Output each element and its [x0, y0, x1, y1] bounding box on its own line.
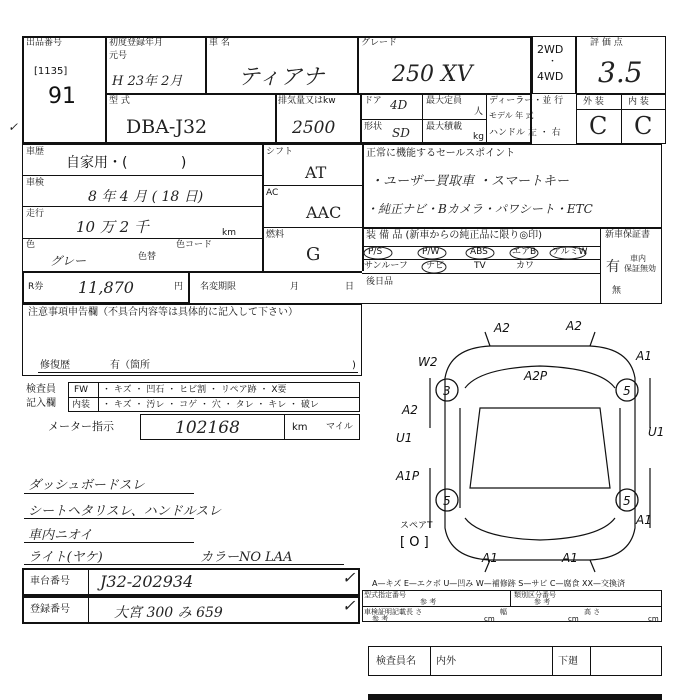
dealer-label: ディーラー・並 行: [489, 96, 564, 106]
inspector-grid-divider: [98, 382, 99, 412]
mark-rear-right: A1: [562, 551, 578, 565]
repair-underline: [38, 372, 358, 373]
draft-label: 下廻: [558, 656, 578, 667]
note-underline-2: [24, 518, 194, 519]
spare-label: スペアT: [400, 521, 433, 531]
width-label: 幅: [500, 608, 507, 616]
grade-value: 250 XV: [392, 62, 473, 87]
capacity-label: 最大定員: [426, 96, 463, 106]
note-underline-4: [24, 564, 344, 565]
ac-label: AC: [266, 188, 279, 198]
length-unit: cm: [484, 615, 495, 623]
mileage-unit: km: [222, 228, 236, 238]
displacement-value: 2500: [292, 118, 336, 138]
mark-left-mirror: W2: [418, 355, 438, 369]
margin-mark: ✓: [8, 120, 19, 134]
mark-right-panel: U1: [648, 425, 665, 439]
mark-roof: A2P: [524, 369, 548, 383]
note-line-1: ダッシュボードスレ: [28, 478, 145, 493]
exterior-value: C: [589, 112, 608, 140]
recycle-value: 11,870: [78, 278, 134, 297]
lot-code: [1135]: [34, 66, 68, 77]
interior-value: C: [634, 112, 653, 140]
color-code-label: 色コード: [176, 240, 213, 250]
model-year-label: モデル 年 式: [489, 111, 534, 120]
footer-divider-3: [590, 646, 591, 676]
lot-no: 91: [48, 84, 76, 109]
condition-divider: [621, 94, 622, 144]
notes-label: 注意事項申告欄（不具合内容等は具体的に記入して下さい）: [28, 307, 298, 318]
mark-left-door: A2: [402, 403, 418, 417]
width-unit: cm: [568, 615, 579, 623]
inspector-grid-line: [68, 397, 360, 398]
footer-bar: [368, 694, 662, 700]
damage-legend: A—キズ E—エクボ U—凹み W—補修跡 S—サビ C—腐食 XX—交換済: [372, 579, 626, 588]
equip-tv: TV: [474, 261, 486, 271]
inspector-row1-head: FW: [74, 385, 89, 395]
footer-divider-1: [430, 646, 431, 676]
inspection-label: 車検: [26, 178, 45, 188]
warranty-no: 無: [612, 286, 622, 296]
title-exp-label: 名変期限: [200, 282, 237, 292]
model-mid-line: [360, 119, 486, 120]
mileage-value: 10 万 2 千: [76, 218, 149, 236]
mark-front-right: A2: [566, 319, 582, 333]
header-divider-1: [105, 36, 107, 144]
inspector-label-1: 検査員: [26, 384, 56, 395]
mark-wheel-rr: 5: [623, 494, 631, 508]
day-label: 日: [345, 282, 355, 292]
inspector-row1-items: ・ キズ ・ 凹石 ・ ヒビ割 ・ リペア跡 ・ X要: [102, 385, 287, 395]
drive-2wd: 2WD: [537, 43, 564, 56]
drive-dot: ・: [548, 57, 558, 67]
equip-alloy: アルミW: [552, 247, 588, 257]
equipment-warranty-divider: [600, 227, 601, 304]
inspector-label-2: 記入欄: [26, 398, 56, 409]
first-reg-label: 初度登録年月: [109, 38, 164, 48]
plate-label: 登録番号: [30, 604, 70, 615]
height-label: 高 さ: [584, 608, 601, 616]
fuel-label: 燃料: [266, 230, 285, 240]
header-divider-2: [205, 36, 207, 94]
mark-wheel-fl: 3: [443, 384, 451, 398]
rear-seat-label: 後日品: [366, 277, 394, 287]
mark-right-rear: A1: [636, 513, 652, 527]
grade-label: グレード: [361, 38, 398, 48]
spare-value: [ O ]: [400, 535, 429, 550]
door-value: 4D: [390, 98, 408, 112]
details-divider-1: [262, 144, 264, 271]
equip-sunroof: サンルーフ: [364, 261, 408, 271]
inspection-value: 8 年 4 月 ( 18 日): [88, 189, 204, 205]
mark-rear-left: A1: [482, 551, 498, 565]
mark-left-rear: A1P: [396, 469, 420, 483]
model-divider-4: [486, 93, 487, 144]
cert-label: 車検証明記載: [364, 608, 406, 616]
ac-value: AAC: [306, 203, 342, 222]
history-value: 自家用・( ): [66, 155, 187, 171]
exterior-label: 外 装: [583, 97, 604, 107]
equip-abs: ABS: [470, 247, 488, 257]
equipment-grid: [362, 246, 600, 274]
note-underline-3: [24, 542, 194, 543]
mark-right-front: A1: [636, 349, 652, 363]
lot-no-label: 出品番号: [26, 38, 63, 48]
mark-wheel-fr: 5: [623, 384, 631, 398]
note-line-3: 車内ニオイ: [28, 528, 93, 543]
month-label: 月: [290, 282, 300, 292]
category-ref: 参 考: [534, 598, 551, 606]
header-row-line: [105, 93, 532, 95]
chassis-divider: [88, 568, 89, 596]
note-underline-1: [24, 493, 194, 494]
name-value: ティアナ: [238, 65, 325, 90]
meter-label: メーター指示: [48, 420, 114, 433]
height-unit: cm: [648, 615, 659, 623]
condition-line: [576, 109, 666, 110]
type-label: 型 式: [109, 96, 130, 106]
note-line-4: ライト(ヤケ): [28, 550, 103, 565]
cert-divider: [510, 590, 511, 606]
meter-unit-mile: マイル: [326, 422, 353, 432]
interior-label: 内 装: [628, 97, 649, 107]
selling-point-line-2: ・純正ナビ・Bカメラ・パワシート・ETC: [366, 202, 593, 216]
type-value: DBA-J32: [126, 116, 208, 138]
type-no-ref: 参 考: [420, 598, 437, 606]
selling-point-line-1: ・ユーザー買取車 ・スマートキー: [370, 174, 569, 189]
mark-left-panel: U1: [396, 431, 413, 445]
equip-pw: P/W: [422, 247, 440, 257]
color-value: グレー: [50, 254, 87, 268]
details-line-1: [22, 175, 262, 176]
equipment-top-line: [362, 227, 662, 229]
displacement-label: 排気量又はkw: [278, 96, 336, 106]
repair-close: ): [352, 360, 356, 371]
recycle-label: R券: [28, 282, 44, 292]
capacity-unit: 人: [474, 107, 484, 117]
details-line-5: [262, 185, 362, 186]
body-value: SD: [392, 126, 410, 140]
details-line-6: [262, 227, 362, 228]
first-reg-value: H 23年 2月: [112, 74, 183, 89]
inspector-name-label: 検査員名: [376, 656, 416, 667]
repair-label: 修復歴: [40, 360, 70, 371]
footer-divider-2: [552, 646, 553, 676]
plate-divider: [88, 596, 89, 624]
equip-airbag: エアB: [512, 247, 537, 257]
chassis-check: ✓: [342, 568, 356, 587]
score-label: 評 価 点: [590, 38, 623, 48]
selling-points-label: 正常に機能するセールスポイント: [366, 148, 516, 159]
category-label: 類別区分番号: [514, 591, 556, 599]
inside-outside-label: 内外: [436, 656, 456, 667]
warranty-note-2: 保証無効: [624, 264, 656, 273]
mileage-label: 走行: [26, 209, 45, 219]
equip-leather: カワ: [516, 261, 535, 271]
model-divider-3: [422, 93, 423, 144]
type-no-label: 型式指定番号: [364, 591, 406, 599]
color-change-label: 色替: [138, 252, 157, 262]
cert-ref: 参 考: [372, 615, 389, 623]
equipment-circles: [362, 246, 600, 274]
body-label: 形状: [364, 122, 383, 132]
meter-unit-km: km: [292, 422, 308, 433]
meter-value: 102168: [175, 418, 240, 438]
shift-value: AT: [305, 163, 327, 182]
load-label: 最大積載: [426, 122, 463, 132]
equip-navi: ナビ: [426, 261, 445, 271]
header-divider-3: [357, 36, 359, 94]
chassis-label: 車台番号: [30, 576, 70, 587]
mark-wheel-rl: 5: [443, 494, 451, 508]
car-damage-diagram: [390, 318, 690, 580]
model-divider-1: [275, 93, 277, 144]
chassis-value: J32-202934: [100, 572, 194, 591]
door-label: ドア: [364, 96, 382, 106]
warranty-label: 新車保証書: [605, 230, 651, 240]
history-label: 車歴: [26, 147, 45, 157]
plate-check: ✓: [342, 596, 356, 615]
mark-front-left: A2: [494, 321, 510, 335]
shift-label: シフト: [266, 147, 294, 157]
inspector-row2-items: ・ キズ ・ 汚レ ・ コゲ ・ 穴 ・ タレ ・ キレ ・ 破レ: [102, 400, 319, 410]
fuel-value: G: [306, 244, 321, 265]
details-line-2: [22, 206, 262, 207]
meter-divider: [284, 414, 285, 440]
color-no: カラーNO LAA: [200, 550, 293, 565]
color-label: 色: [26, 240, 36, 250]
name-label: 車 名: [209, 38, 230, 48]
note-line-2: シートヘタリスレ、ハンドルスレ: [28, 504, 222, 519]
warranty-note-1: 車内: [630, 254, 646, 263]
recycle-unit: 円: [174, 282, 184, 292]
era-label: 元号: [109, 51, 128, 61]
drive-4wd: 4WD: [537, 70, 564, 83]
score-value: 3.5: [598, 56, 643, 89]
warranty-yes: 有: [606, 259, 620, 275]
equip-ps: P/S: [368, 247, 383, 257]
plate-value: 大宮 300 み 659: [114, 605, 223, 621]
inspector-row2-head: 内装: [72, 400, 91, 410]
equipment-label: 装 備 品 (新車からの純正品に限り◎印): [366, 230, 543, 241]
handle-label: ハンドル 左 ・ 右: [489, 128, 561, 138]
length-label: 長 さ: [406, 608, 423, 616]
load-unit: kg: [473, 132, 484, 142]
repair-value: 有（箇所: [110, 360, 150, 371]
